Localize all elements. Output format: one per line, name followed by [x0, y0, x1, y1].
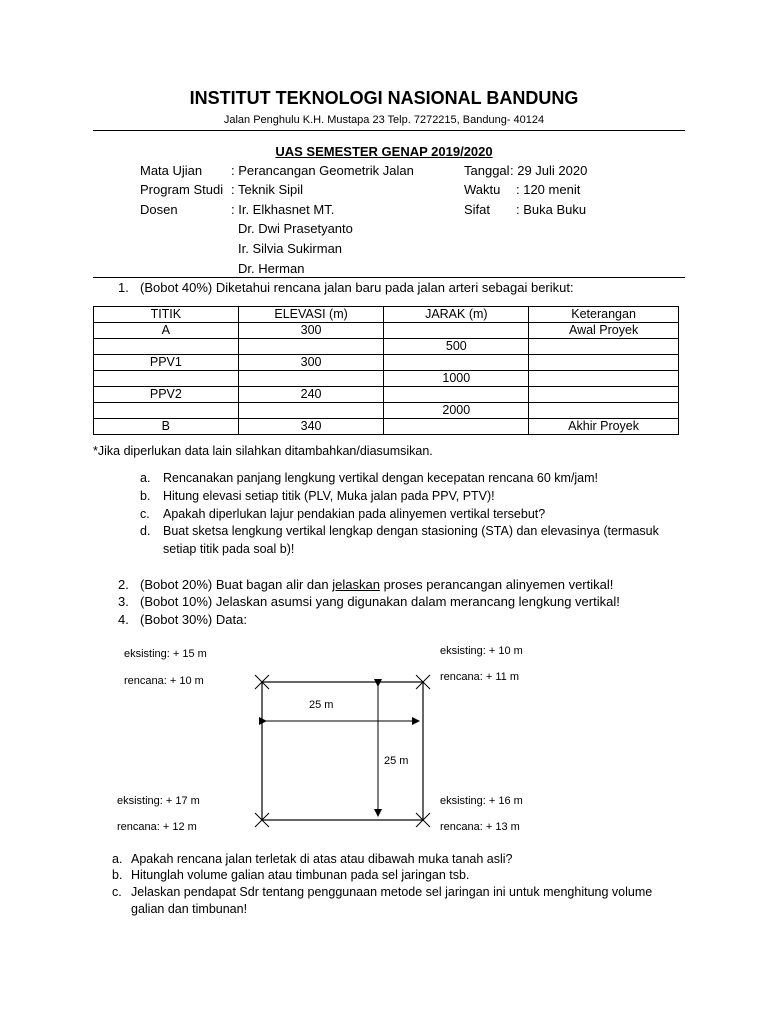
- table-cell: 500: [384, 339, 529, 355]
- institution-title: INSTITUT TEKNOLOGI NASIONAL BANDUNG: [189, 88, 579, 108]
- bottom-right-existing: eksisting: + 16 m: [440, 795, 523, 807]
- q4-sub-text: Jelaskan pendapat Sdr tentang penggunaan metode sel jaringan ini untuk menghitung volume: [131, 885, 653, 899]
- table-cell: Awal Proyek: [529, 323, 679, 339]
- institution-address: Jalan Penghulu K.H. Mustapa 23 Telp. 7272215, Bandung- 40124: [223, 114, 545, 126]
- bottom-right-plan: rencana: + 13 m: [440, 821, 520, 833]
- q4-sub-text-cont: galian dan timbunan!: [131, 902, 248, 916]
- top-right-plan: rencana: + 11 m: [440, 671, 519, 683]
- date-label: Tanggal: [464, 163, 510, 178]
- table-header-cell: TITIK: [94, 307, 239, 323]
- q1-sub-text: Buat sketsa lengkung vertikal lengkap dengan stasioning (STA) dan elevasinya (termasuk: [163, 524, 659, 538]
- bottom-left-plan: rencana: + 12 m: [117, 821, 197, 833]
- top-left-plan: rencana: + 10 m: [124, 675, 204, 687]
- q2-text-post: proses perancangan alinyemen vertikal!: [379, 577, 614, 592]
- table-cell: PPV2: [94, 387, 239, 403]
- q4-sub-letter: c.: [112, 885, 122, 899]
- table-cell: 340: [238, 419, 384, 435]
- type-value: : Buka Buku: [516, 202, 587, 217]
- q1-sub-letter: c.: [140, 507, 150, 521]
- table-cell: A: [94, 323, 239, 339]
- width-label: 25 m: [309, 699, 334, 711]
- q1-sub-text: Apakah diperlukan lajur pendakian pada alinyemen vertikal tersebut?: [163, 507, 546, 521]
- table-cell: 300: [238, 355, 384, 371]
- table-cell: 240: [238, 387, 384, 403]
- q2-text-pre: (Bobot 20%) Buat bagan alir dan: [140, 577, 333, 592]
- q4-sub-text: Apakah rencana jalan terletak di atas atau dibawah muka tanah asli?: [131, 852, 513, 866]
- table-cell: PPV1: [94, 355, 239, 371]
- top-left-existing: eksisting: + 15 m: [124, 648, 207, 660]
- lecturer-4: Dr. Herman: [238, 261, 305, 276]
- table-cell: Akhir Proyek: [529, 419, 679, 435]
- q4-number: 4.: [118, 612, 129, 627]
- lecturer-2: Dr. Dwi Prasetyanto: [238, 221, 353, 236]
- time-label: Waktu: [464, 182, 501, 197]
- lecturer-3: Ir. Silvia Sukirman: [238, 241, 343, 256]
- program-value: : Teknik Sipil: [231, 182, 304, 197]
- table-cell: 1000: [384, 371, 529, 387]
- q1-note: *Jika diperlukan data lain silahkan ditambahkan/diasumsikan.: [93, 444, 433, 458]
- q1-sub-letter: a.: [140, 471, 151, 485]
- q2-number: 2.: [118, 577, 129, 592]
- course-value: : Perancangan Geometrik Jalan: [231, 163, 414, 178]
- q1-sub-text-cont: setiap titik pada soal b)!: [163, 542, 295, 556]
- q1-text: (Bobot 40%) Diketahui rencana jalan baru pada jalan arteri sebagai berikut:: [140, 280, 574, 295]
- lecturer-1: : Ir. Elkhasnet MT.: [231, 202, 335, 217]
- q4-text: (Bobot 30%) Data:: [140, 612, 247, 627]
- program-label: Program Studi: [140, 182, 224, 197]
- course-label: Mata Ujian: [140, 163, 203, 178]
- time-value: : 120 menit: [516, 182, 581, 197]
- q1-sub-letter: d.: [140, 524, 151, 538]
- table-header-cell: Keterangan: [529, 307, 679, 323]
- date-value: : 29 Juli 2020: [510, 163, 588, 178]
- table-cell: 300: [238, 323, 384, 339]
- q3-text: (Bobot 10%) Jelaskan asumsi yang digunakan dalam merancang lengkung vertikal!: [140, 594, 620, 609]
- top-right-existing: eksisting: + 10 m: [440, 645, 523, 657]
- grid-cell-outline: [262, 682, 423, 820]
- exam-title: UAS SEMESTER GENAP 2019/2020: [275, 144, 493, 159]
- q3-number: 3.: [118, 594, 129, 609]
- q4-sub-letter: b.: [112, 868, 123, 882]
- table-header-cell: JARAK (m): [384, 307, 529, 323]
- lecturer-label: Dosen: [140, 202, 178, 217]
- type-label: Sifat: [464, 202, 491, 217]
- q1-sub-text: Rencanakan panjang lengkung vertikal dengan kecepatan rencana 60 km/jam!: [163, 471, 599, 485]
- q1-number: 1.: [118, 280, 129, 295]
- q1-sub-letter: b.: [140, 489, 151, 503]
- q4-sub-text: Hitunglah volume galian atau timbunan pada sel jaringan tsb.: [131, 868, 470, 882]
- table-cell: 2000: [384, 403, 529, 419]
- table-cell: B: [94, 419, 239, 435]
- q2-text-underlined: jelaskan: [332, 577, 380, 592]
- corner-marks: [255, 675, 430, 827]
- q4-sub-letter: a.: [112, 852, 123, 866]
- q1-sub-text: Hitung elevasi setiap titik (PLV, Muka jalan pada PPV, PTV)!: [163, 489, 495, 503]
- height-label: 25 m: [384, 755, 409, 767]
- bottom-left-existing: eksisting: + 17 m: [117, 795, 200, 807]
- table-header-cell: ELEVASI (m): [238, 307, 384, 323]
